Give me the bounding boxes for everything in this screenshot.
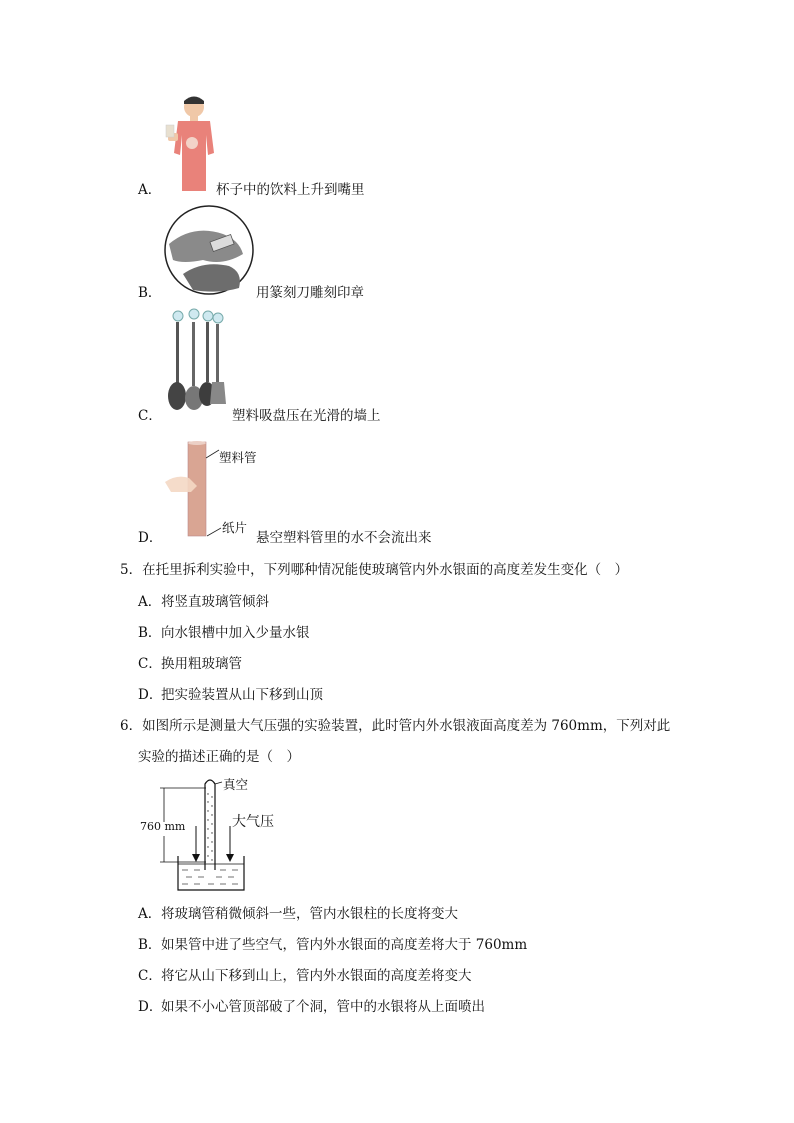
q6-stem-line1: 6．如图所示是测量大气压强的实验装置，此时管内外水银液面高度差为 760mm，下列对此 [120,718,671,734]
q5-option-c-text: 换用粗玻璃管 [161,656,242,672]
option-a-letter: A． [138,182,162,198]
q6-option-b-text: 如果管中进了些空气，管内外水银面的高度差将大于 760mm [161,937,528,953]
q6-option-a-text: 将玻璃管稍微倾斜一些，管内水银柱的长度将变大 [161,906,458,922]
q5-option-a-letter: A． [138,594,162,610]
option-d-text: 悬空塑料管里的水不会流出来 [256,530,432,546]
vacuum-label: 真空 [223,778,249,792]
paper-label: 纸片 [222,521,248,535]
tube-label: 塑料管 [219,451,257,465]
q6-option-c-text: 将它从山下移到山上，管内外水银面的高度差将变大 [161,968,472,984]
option-d-letter: D． [138,530,163,546]
boy-drinking-image [160,95,216,193]
q5-stem: 5．在托里拆利实验中，下列哪种情况能使玻璃管内外水银面的高度差发生变化（ ） [120,562,629,578]
option-c-letter: C． [138,408,162,424]
option-b-text: 用篆刻刀雕刻印章 [256,285,364,301]
q6-option-d-text: 如果不小心管顶部破了个洞，管中的水银将从上面喷出 [161,999,485,1015]
atmospheric-pressure-label: 大气压 [232,813,274,829]
torricelli-diagram [130,770,280,896]
q5-option-d-text: 把实验装置从山下移到山顶 [161,687,323,703]
engraving-image [163,204,255,296]
option-a-text: 杯子中的饮料上升到嘴里 [216,182,365,198]
option-b-letter: B． [138,285,162,301]
q6-option-c-letter: C． [138,968,162,984]
q5-option-c-letter: C． [138,656,162,672]
option-c-text: 塑料吸盘压在光滑的墙上 [232,408,381,424]
q6-option-a-letter: A． [138,906,162,922]
q5-option-d-letter: D． [138,687,163,703]
q5-option-b-text: 向水银槽中加入少量水银 [161,625,310,641]
q6-stem-line2: 实验的描述正确的是（ ） [138,749,300,765]
suction-cup-ladles-image [164,308,230,412]
q5-option-a-text: 将竖直玻璃管倾斜 [161,594,269,610]
height-760mm-label: 760 mm [140,820,186,833]
q6-option-d-letter: D． [138,999,163,1015]
q5-option-b-letter: B． [138,625,162,641]
q6-option-b-letter: B． [138,937,162,953]
